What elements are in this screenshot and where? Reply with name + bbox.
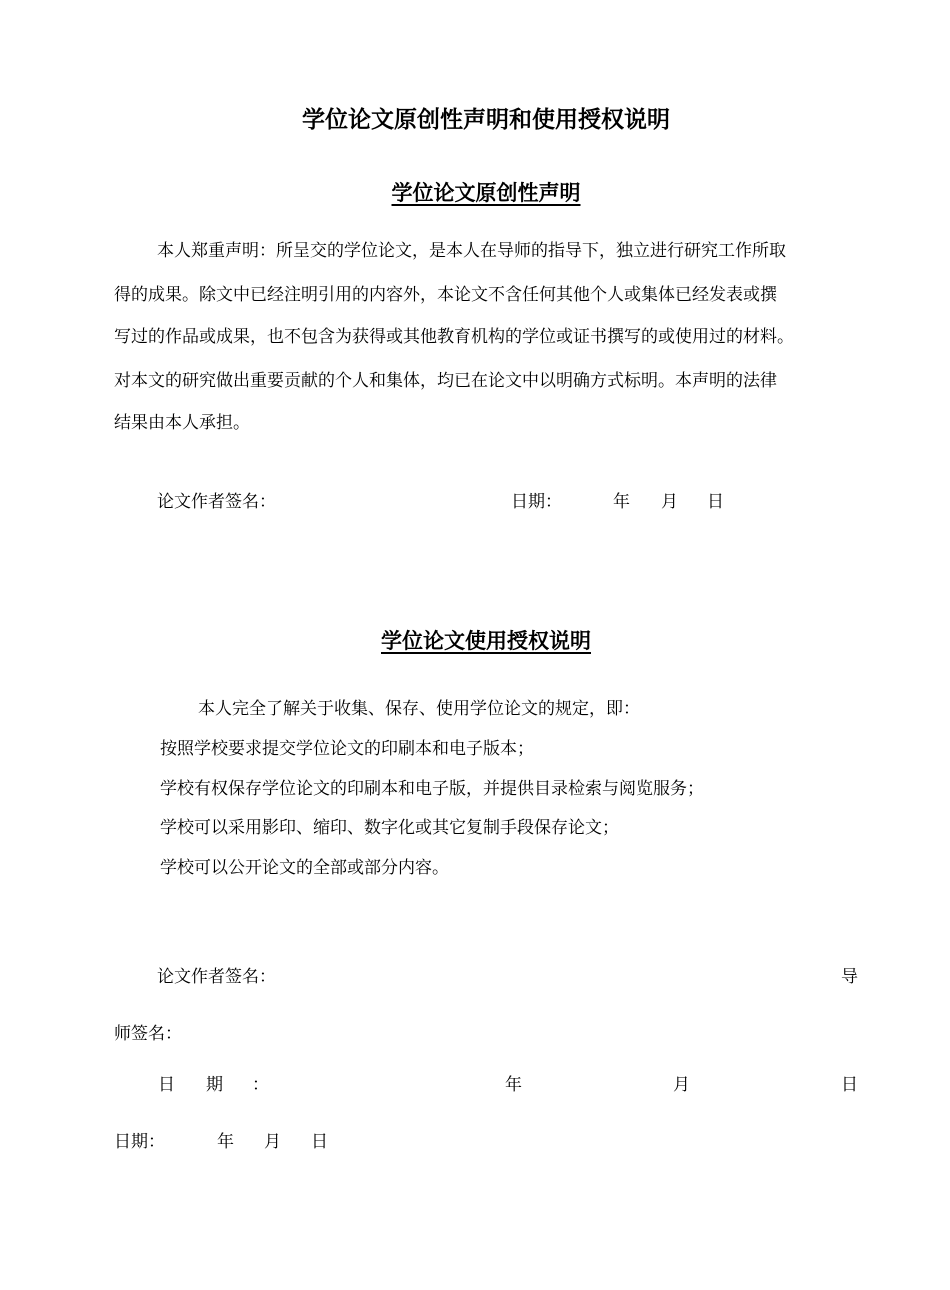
advisor-date-label: 日期： bbox=[114, 1132, 165, 1152]
advisor-date-month: 月 bbox=[264, 1132, 281, 1152]
date-year: 年 bbox=[613, 492, 630, 512]
date-month: 月 bbox=[673, 1075, 690, 1095]
date-label-char: 日 bbox=[158, 1075, 175, 1095]
authorization-item: 学校可以采用影印、缩印、数字化或其它复制手段保存论文； bbox=[160, 818, 619, 838]
authorization-section-title: 学位论文使用授权说明 bbox=[381, 628, 591, 653]
date-day: 日 bbox=[707, 492, 724, 512]
date-label-char: ： bbox=[252, 1075, 269, 1095]
date-month: 月 bbox=[661, 492, 678, 512]
advisor-signature-label-start: 导 bbox=[841, 967, 858, 987]
originality-paragraph-line: 本人郑重声明：所呈交的学位论文，是本人在导师的指导下，独立进行研究工作所取 bbox=[157, 241, 786, 261]
originality-section-title: 学位论文原创性声明 bbox=[391, 180, 581, 205]
author-signature-label: 论文作者签名： bbox=[157, 492, 276, 512]
advisor-date-day: 日 bbox=[311, 1132, 328, 1152]
author-signature-label: 论文作者签名： bbox=[157, 967, 276, 987]
date-label: 日期： bbox=[511, 492, 562, 512]
authorization-intro: 本人完全了解关于收集、保存、使用学位论文的规定，即： bbox=[198, 699, 640, 719]
date-label-char: 期 bbox=[206, 1075, 223, 1095]
originality-paragraph-line: 对本文的研究做出重要贡献的个人和集体，均已在论文中以明确方式标明。本声明的法律 bbox=[114, 371, 777, 391]
authorization-item: 学校有权保存学位论文的印刷本和电子版，并提供目录检索与阅览服务； bbox=[160, 779, 704, 799]
advisor-signature-label-end: 师签名： bbox=[114, 1024, 182, 1044]
page-title: 学位论文原创性声明和使用授权说明 bbox=[302, 106, 670, 133]
authorization-item: 按照学校要求提交学位论文的印刷本和电子版本； bbox=[160, 739, 534, 759]
advisor-date-year: 年 bbox=[217, 1132, 234, 1152]
originality-paragraph-line: 写过的作品或成果，也不包含为获得或其他教育机构的学位或证书撰写的或使用过的材料。 bbox=[114, 327, 794, 347]
authorization-item: 学校可以公开论文的全部或部分内容。 bbox=[160, 858, 449, 878]
date-day: 日 bbox=[841, 1075, 858, 1095]
originality-paragraph-line: 结果由本人承担。 bbox=[114, 413, 250, 433]
date-year: 年 bbox=[505, 1075, 522, 1095]
originality-paragraph-line: 得的成果。除文中已经注明引用的内容外，本论文不含任何其他个人或集体已经发表或撰 bbox=[114, 285, 777, 305]
